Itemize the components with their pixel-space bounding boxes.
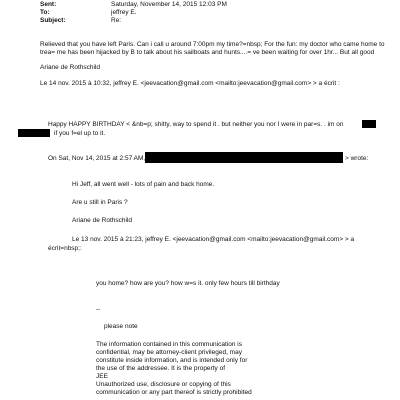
signature-1: Ariane de Rothschild	[40, 64, 100, 71]
signature-dashes: --	[96, 306, 101, 313]
subject-label: Subject:	[40, 17, 66, 24]
on-sat-suffix: > wrote:	[345, 155, 369, 162]
subject-value: Re:	[111, 17, 122, 24]
you-home-line: you home? how are you? how w=s it. only few hours till birthday	[96, 280, 280, 287]
disclaimer-line-2: confidential, may be attorney-client privileged, may	[96, 349, 242, 356]
disclaimer-line-1: The information contained in this communication is	[96, 341, 242, 348]
birthday-line-cont: if you f=el up to it.	[54, 130, 106, 137]
hi-jeff-line: Hi Jeff, all went well - lots of pain and back home.	[72, 181, 215, 188]
disclaimer-line-6: Unauthorized use, disclosure or copying of this	[96, 381, 231, 388]
quote-header-1: Le 14 nov. 2015 à 10:32, jeffrey E. <jeevacation@gmail.com <mailto:jeevacation@gmail.com> > a écrit :	[40, 80, 340, 87]
sent-value: Saturday, November 14, 2015 12:03 PM	[111, 1, 227, 8]
on-sat-prefix: On Sat, Nov 14, 2015 at 2:57 AM,	[48, 155, 146, 162]
please-note: please note	[104, 323, 138, 330]
sent-label: Sent:	[40, 1, 57, 8]
to-value: jeffrey E.	[111, 9, 137, 16]
disclaimer-line-7: communication or any part thereof is strictly prohibited	[96, 389, 252, 396]
redaction-box-1	[362, 120, 376, 128]
birthday-line: Happy HAPPY BIRTHDAY < &nb=p; shitty, way to spend it . but neither you nor I were in par=s. . im on	[48, 121, 344, 128]
disclaimer-line-4: the use of the addressee. It is the property of	[96, 365, 225, 372]
disclaimer-line-5: JEE	[96, 373, 108, 380]
body-line-2: trea= me has been hijacked by B to talk about his sailboats and hunts....= ve been waiting for over 1hr... But all good	[40, 49, 375, 56]
disclaimer-line-3: constitute inside information, and is intended only for	[96, 357, 248, 364]
body-line-1: Relieved that you have left Paris. Can i call u around 7:00pm my time?=nbsp; For the fun: my doctor who came home to	[40, 41, 385, 48]
signature-2: Ariane de Rothschild	[72, 217, 132, 224]
to-label: To:	[40, 9, 50, 16]
redaction-box-3	[145, 152, 343, 163]
redaction-box-2	[18, 129, 50, 137]
quote-header-2: Le 13 nov. 2015 à 21:23, jeffrey E. <jeevacation@gmail.com <mailto:jeevacation@gmail.com> > a	[72, 236, 355, 243]
quote-header-2-cont: écrit=nbsp;:	[48, 245, 82, 252]
still-in-paris-line: Are u still in Paris ?	[72, 199, 128, 206]
